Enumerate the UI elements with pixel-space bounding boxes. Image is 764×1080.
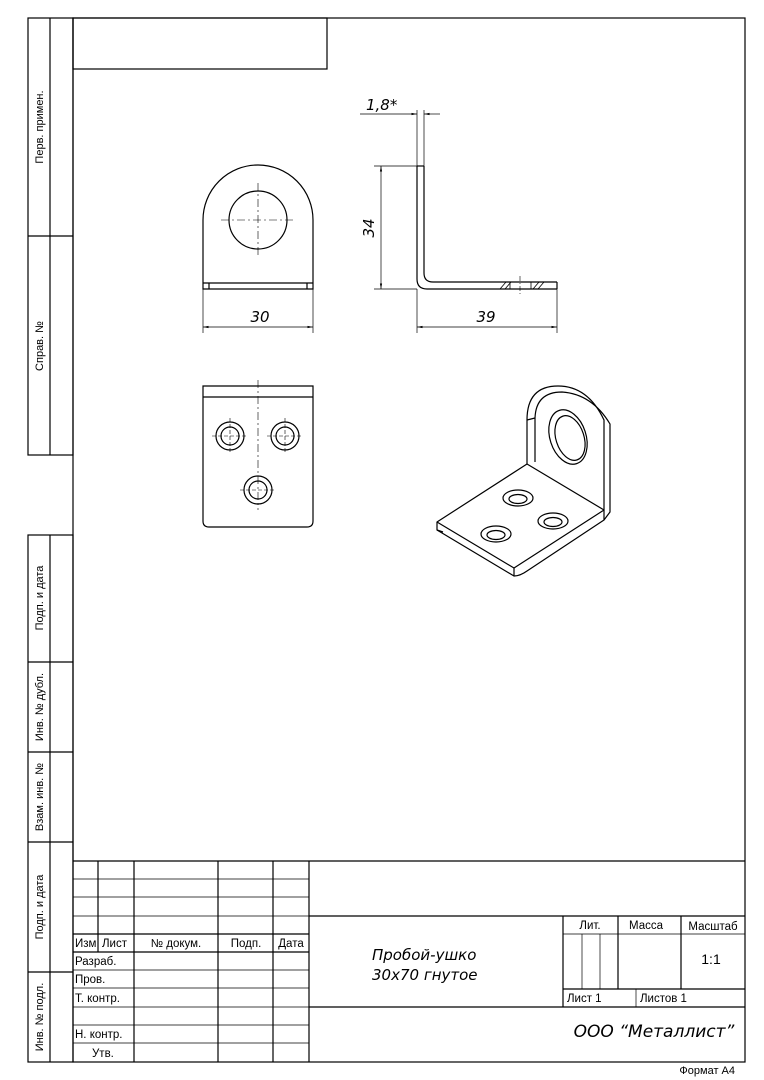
- head-masshtab: Масштаб: [688, 921, 738, 933]
- row-n-kontr: Н. контр.: [75, 1029, 123, 1041]
- col-list: Лист: [102, 938, 127, 950]
- hole-left: [212, 418, 248, 454]
- dim-thickness: 1,8*: [366, 96, 398, 114]
- col-doc-no: № докум.: [150, 938, 202, 950]
- head-lit: Лит.: [579, 920, 601, 932]
- hole-right: [267, 418, 303, 454]
- row-t-kontr: Т. контр.: [75, 993, 120, 1005]
- iso-hole-3: [538, 513, 568, 529]
- col-izm: Изм: [75, 938, 97, 950]
- dim-height: 34: [360, 218, 378, 238]
- isometric-view: [437, 386, 610, 576]
- label-vzam-inv-no: Взам. инв. №: [34, 762, 46, 832]
- row-prov: Пров.: [75, 974, 106, 986]
- drawing-title-line1: Пробой-ушко: [372, 946, 477, 964]
- label-inv-no-podl: Инв. № подл.: [34, 982, 46, 1052]
- col-data: Дата: [278, 938, 304, 950]
- row-utv: Утв.: [92, 1048, 114, 1060]
- iso-hole-2: [481, 526, 511, 542]
- company-name: ООО “Металлист”: [573, 1022, 735, 1042]
- label-sprav-no: Справ. №: [34, 321, 46, 371]
- label-perv-primen: Перв. примен.: [34, 90, 46, 164]
- sheet-number: Лист 1: [567, 993, 602, 1005]
- scale-value: 1:1: [701, 951, 721, 967]
- top-view: [203, 380, 313, 527]
- label-podp-i-data-top: Подп. и дата: [34, 565, 46, 631]
- col-podp: Подп.: [230, 938, 262, 950]
- side-view: [417, 166, 557, 295]
- dimension-lines: [203, 110, 557, 333]
- front-view: [203, 165, 313, 289]
- dim-length: 39: [476, 308, 496, 326]
- dim-width: 30: [250, 308, 270, 326]
- iso-hole-1: [503, 490, 533, 506]
- outer-frame: [73, 18, 745, 1062]
- row-razrab: Разраб.: [75, 956, 117, 968]
- sheets-count: Листов 1: [640, 993, 687, 1005]
- label-inv-no-dubl: Инв. № дубл.: [34, 672, 46, 742]
- drawing-title-line2: 30х70 гнутое: [372, 966, 478, 984]
- format-label: Формат А4: [679, 1065, 735, 1077]
- top-left-box: [73, 18, 327, 69]
- head-massa: Масса: [628, 920, 664, 932]
- label-podp-i-data-bottom: Подп. и дата: [34, 874, 46, 940]
